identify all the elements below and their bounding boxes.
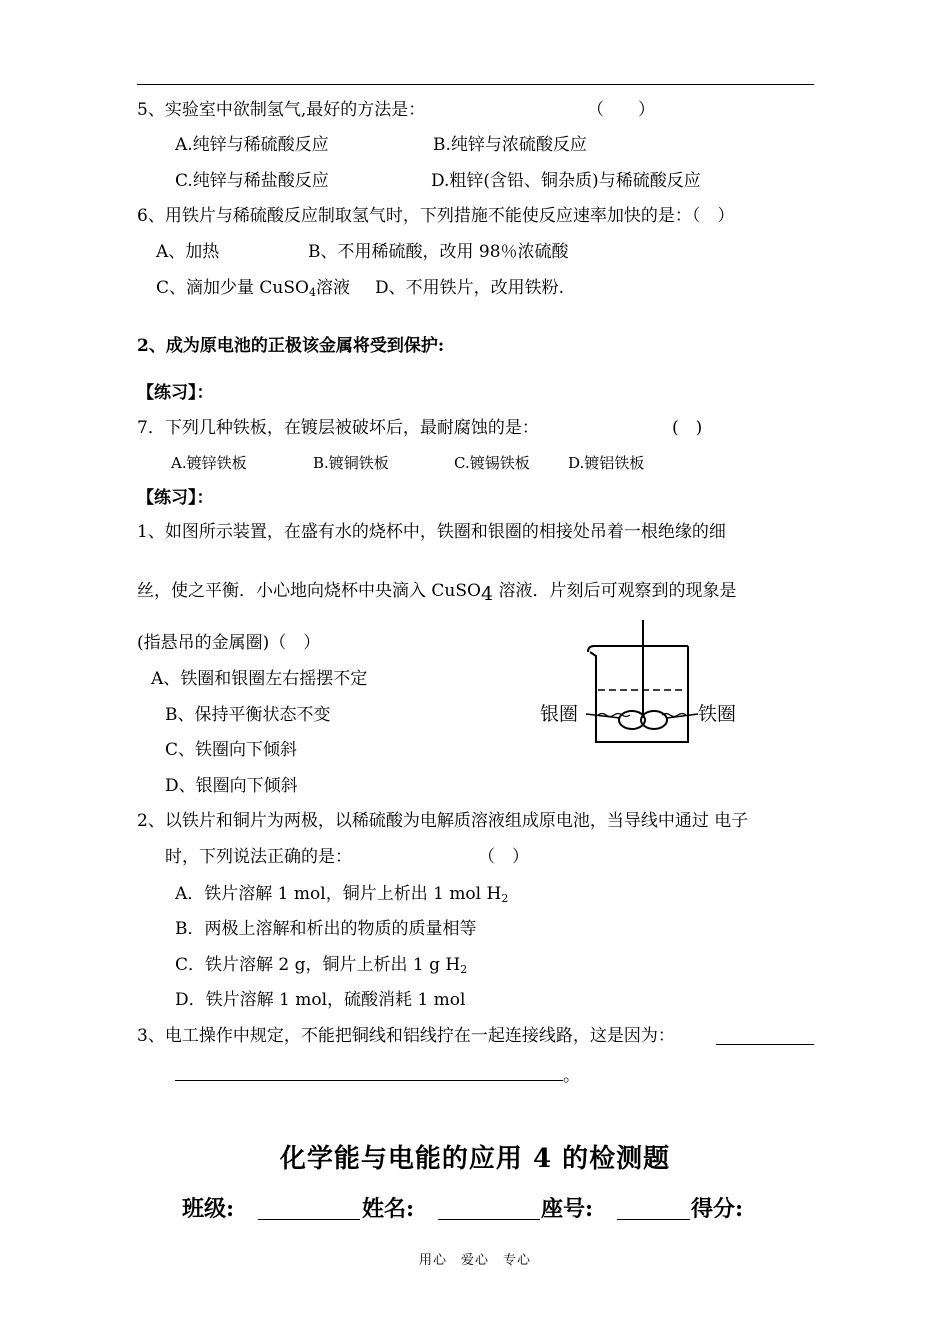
class-label: 班级: <box>182 1196 235 1222</box>
q6-option-c: C、滴加少量 CuSO$_4$溶液 <box>156 278 350 299</box>
p2-answer-paren: （ ） <box>478 847 529 867</box>
beaker-drawing <box>586 620 698 742</box>
q6-stem: 6、用铁片与稀硫酸反应制取氢气时，下列措施不能使反应速率加快的是：（ ） <box>137 206 735 226</box>
page-title: 化学能与电能的应用 4 的检测题 <box>279 1144 671 1174</box>
q7-option-b: B.镀铜铁板 <box>313 454 389 472</box>
score-label: 得分: <box>691 1196 744 1222</box>
page-footer: 用心 爱心 专心 <box>418 1253 531 1268</box>
q7-option-a: A.镀锌铁板 <box>171 454 247 472</box>
p1-line1: 1、如图所示装置，在盛有水的烧杯中，铁圈和银圈的相接处吊着一根绝缘的细 <box>137 522 726 542</box>
seat-label: 座号: <box>541 1196 594 1222</box>
q5-option-d: D.粗锌(含铅、铜杂质)与稀硫酸反应 <box>431 171 701 191</box>
name-blank <box>438 1219 540 1220</box>
p2-option-c: C．铁片溶解 2 g，铜片上析出 1 g $H_2$ <box>175 955 468 976</box>
p2-option-b: B．两极上溶解和析出的物质的质量相等 <box>175 919 477 939</box>
practice-heading-2: 【练习】： <box>137 488 214 508</box>
class-blank <box>258 1219 360 1220</box>
beaker-rim <box>588 646 688 652</box>
q6-option-b: B、不用稀硫酸，改用 98％浓硫酸 <box>308 242 569 262</box>
label-silver-ring: 银圈 <box>540 703 579 725</box>
q7-stem: 7．下列几种铁板，在镀层被破坏后，最耐腐蚀的是： <box>137 418 539 438</box>
p3-stem: 3、电工操作中规定，不能把铜线和铝线拧在一起连接线路，这是因为： <box>137 1026 675 1046</box>
q6-option-a: A、加热 <box>156 242 220 262</box>
p2-line1: 2、以铁片和铜片为两极，以稀硫酸为电解质溶液组成原电池，当导线中通过 电子 <box>137 811 749 831</box>
p1-line2: 丝，使之平衡．小心地向烧杯中央滴入 CuSO$_4$ 溶液．片刻后可观察到的现象是 <box>137 581 737 605</box>
p3-end-mark: 。 <box>563 1066 580 1086</box>
q7-option-d: D.镀铝铁板 <box>568 454 645 472</box>
q5-answer-paren: （ ） <box>587 100 655 120</box>
p3-answer-blank-1 <box>716 1044 814 1045</box>
p1-option-d: D、银圈向下倾斜 <box>165 776 298 796</box>
p3-answer-blank-2 <box>175 1080 563 1081</box>
q5-option-c: C.纯锌与稀盐酸反应 <box>175 171 329 191</box>
p1-option-a: A、铁圈和银圈左右摇摆不定 <box>151 669 368 689</box>
p1-option-b: B、保持平衡状态不变 <box>165 705 331 725</box>
p1-option-c: C、铁圈向下倾斜 <box>165 740 298 760</box>
q5-stem: 5、实验室中欲制氢气,最好的方法是： <box>137 100 426 120</box>
seat-blank <box>617 1219 690 1220</box>
p1-line3: (指悬吊的金属圈)（ ） <box>137 633 321 653</box>
q5-option-a: A.纯锌与稀硫酸反应 <box>175 135 329 155</box>
p2-option-d: D．铁片溶解 1 mol，硫酸消耗 1 mol <box>175 990 466 1010</box>
q6-option-d: D、不用铁片，改用铁粉. <box>375 278 565 298</box>
q7-answer-paren: ( ) <box>672 418 703 438</box>
p2-line2: 时，下列说法正确的是： <box>165 847 352 867</box>
q5-option-b: B.纯锌与浓硫酸反应 <box>433 135 587 155</box>
practice-heading-1: 【练习】： <box>137 383 214 403</box>
beaker-figure <box>530 620 760 750</box>
p2-option-a: A．铁片溶解 1 mol，铜片上析出 1 mol $H_2$ <box>175 884 509 905</box>
q7-option-c: C.镀锡铁板 <box>454 454 530 472</box>
label-iron-ring: 铁圈 <box>698 703 737 725</box>
section-heading: 2、成为原电池的正极该金属将受到保护: <box>137 336 445 356</box>
top-rule <box>137 84 814 85</box>
name-label: 姓名: <box>362 1196 415 1222</box>
